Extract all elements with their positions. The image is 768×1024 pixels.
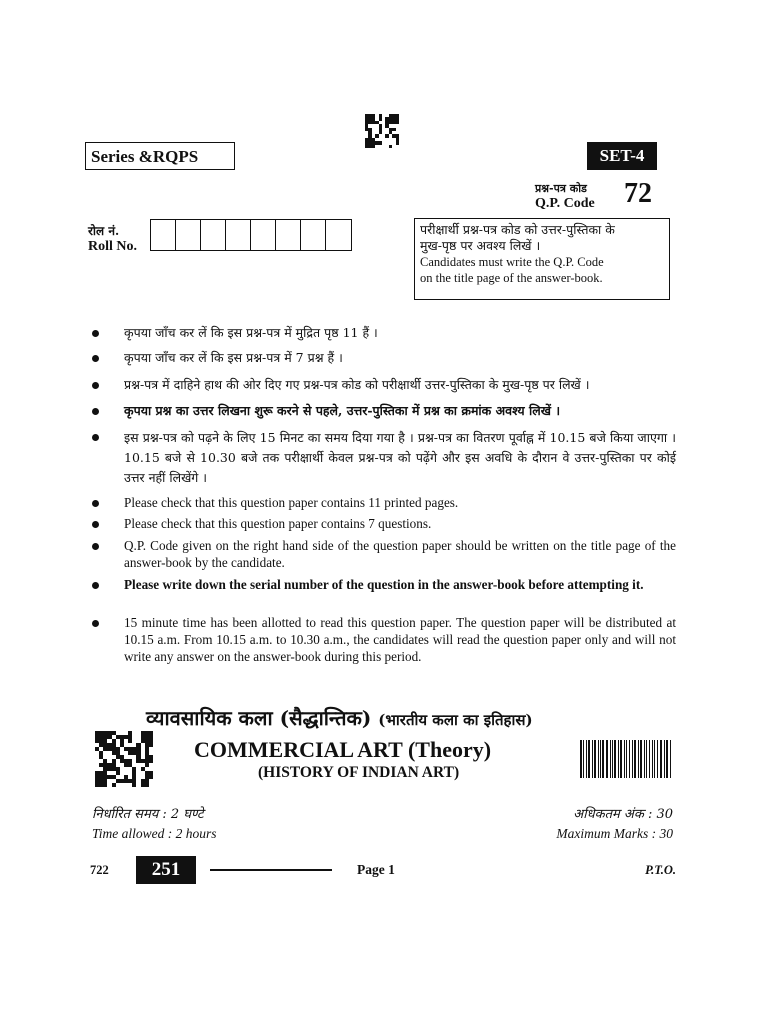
pto-label: P.T.O. bbox=[645, 863, 676, 877]
notice-line: on the title page of the answer-book. bbox=[420, 271, 603, 285]
set-badge: SET-4 bbox=[587, 142, 657, 170]
paper-number-badge: 251 bbox=[136, 856, 196, 884]
roll-no-label-hindi: रोल नं. bbox=[88, 224, 120, 238]
subject-subtitle-hindi: (भारतीय कला का इतिहास) bbox=[378, 711, 533, 729]
series-label: Series &RQPS bbox=[85, 142, 235, 170]
subject-subtitle: (HISTORY OF INDIAN ART) bbox=[258, 764, 460, 781]
divider bbox=[210, 869, 332, 871]
notice-line: परीक्षार्थी प्रश्न-पत्र कोड को उत्तर-पुस्तिका के bbox=[420, 222, 615, 237]
notice-line: मुख-पृष्ठ पर अवश्य लिखें । bbox=[420, 238, 541, 253]
roll-no-boxes[interactable] bbox=[150, 219, 352, 251]
instruction-item: कृपया प्रश्न का उत्तर लिखना शुरू करने से पहले, उत्तर-पुस्तिका में प्रश्न का क्रमांक अवश्य लिखें । bbox=[92, 402, 676, 419]
notice-line: Candidates must write the Q.P. Code bbox=[420, 255, 604, 269]
subject-title-hindi: व्यावसायिक कला (सैद्धान्तिक) (भारतीय कला का इतिहास) bbox=[146, 706, 533, 730]
qp-code-label-hindi: प्रश्न-पत्र कोड bbox=[535, 182, 587, 195]
footer-code: 722 bbox=[90, 863, 109, 877]
page-number: Page 1 bbox=[357, 862, 395, 877]
barcode-icon bbox=[580, 740, 672, 778]
max-marks: Maximum Marks : 30 bbox=[556, 826, 673, 841]
qr-code-icon bbox=[365, 114, 399, 148]
instruction-item: Q.P. Code given on the right hand side of the question paper should be written on the title page of the answer-book by the candidate. bbox=[92, 537, 676, 571]
subject-title: COMMERCIAL ART (Theory) bbox=[194, 737, 492, 762]
time-allowed-hindi: निर्धारित समय : 2 घण्टे bbox=[92, 807, 204, 822]
instruction-item: प्रश्न-पत्र में दाहिने हाथ की ओर दिए गए प्रश्न-पत्र कोड को परीक्षार्थी उत्तर-पुस्तिका के मुख-पृष्ठ पर लिखें । bbox=[92, 376, 676, 393]
max-marks-hindi: अधिकतम अंक : 30 bbox=[573, 807, 673, 822]
instruction-item: Please check that this question paper contains 11 printed pages. bbox=[92, 494, 676, 511]
instruction-item: इस प्रश्न-पत्र को पढ़ने के लिए 15 मिनट का समय दिया गया है । प्रश्न-पत्र का वितरण पूर्वाह्न में 10.15 बजे किया जाएगा । 10.15 बजे से 10.30 बजे तक परीक्षार्थी केवल प्रश्न-पत्र को पढ़ेंगे और इस अवधि के दौरान वे उत्तर-पुस्तिका पर कोई उत्तर नहीं लिखेंगे । bbox=[92, 428, 676, 488]
qr-code-icon bbox=[95, 731, 153, 787]
qp-code-notice bbox=[414, 218, 670, 300]
time-allowed: Time allowed : 2 hours bbox=[92, 826, 217, 841]
qp-code-label: Q.P. Code bbox=[535, 196, 595, 211]
instruction-item: कृपया जाँच कर लें कि इस प्रश्न-पत्र में मुद्रित पृष्ठ 11 हैं । bbox=[92, 324, 676, 341]
instruction-item: 15 minute time has been allotted to read this question paper. The question paper will be distributed at 10.15 a.m. From 10.15 a.m. to 10.30 a.m., the candidates will read the question paper only and will not write any answer on the answer-book during this period. bbox=[92, 614, 676, 665]
instruction-item: कृपया जाँच कर लें कि इस प्रश्न-पत्र में 7 प्रश्न हैं । bbox=[92, 349, 676, 366]
instruction-item: Please write down the serial number of the question in the answer-book before attempting it. bbox=[92, 576, 676, 593]
qp-code-value: 72 bbox=[624, 178, 652, 209]
roll-no-label: Roll No. bbox=[88, 239, 137, 254]
instruction-item: Please check that this question paper contains 7 questions. bbox=[92, 515, 676, 532]
